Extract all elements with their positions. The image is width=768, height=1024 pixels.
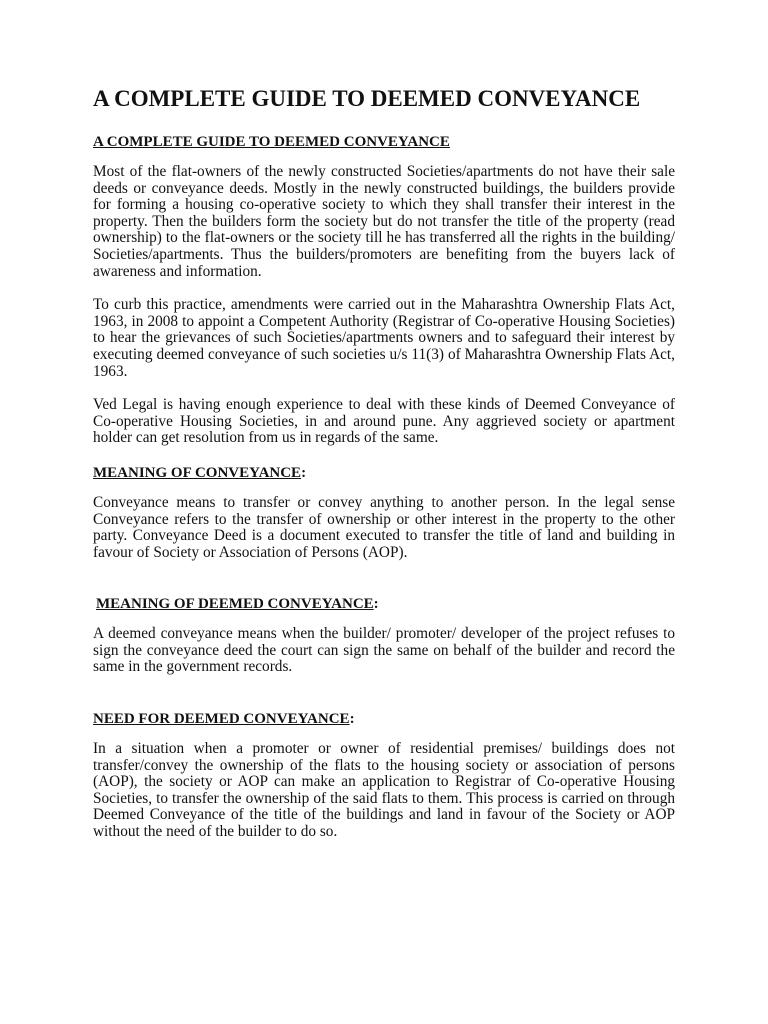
section-heading-text: MEANING OF DEEMED CONVEYANCE <box>96 596 374 613</box>
section-body-conveyance: Conveyance means to transfer or convey anything to another person. In the legal sense Conveyance refers to the transfer of ownership or other interest in the property to the other party. Conveyance Deed is a document executed to transfer the title of land and building in favour of Society or Association of Persons (AOP). <box>93 493 675 561</box>
section-heading-colon: : <box>301 464 307 481</box>
section-heading-colon: : <box>373 596 379 613</box>
intro-paragraph-2: To curb this practice, amendments were carried out in the Maharashtra Ownership Flats Act, 1963, in 2008 to appoint a Competent Authority (Registrar of Co-operative Housing Societies) to hear the grievances of such Societies/apartments owners and to safeguard their interest by executing deemed conveyance of such societies u/s 11(3) of Maharashtra Ownership Flats Act, 1963. <box>93 296 675 380</box>
intro-paragraph-1: Most of the flat-owners of the newly constructed Societies/apartments do not have their sale deeds or conveyance deeds. Mostly in the newly constructed buildings, the builders provide for forming a housing co-operative society to which they shall transfer their interest in the property. Then the builders form the society but do not transfer the title of the property (read ownership) to the flat-owners or the society till he has transferred all the rights in the building/ Societies/apartments. Thus the builders/promoters are benefiting from the buyers lack of awareness and information. <box>93 163 675 280</box>
document-subtitle <box>93 133 675 151</box>
section-heading-text: MEANING OF CONVEYANCE <box>93 464 302 481</box>
section-heading-conveyance <box>93 464 675 482</box>
document-subtitle-text: A COMPLETE GUIDE TO DEEMED CONVEYANCE <box>93 134 450 150</box>
intro-paragraph-3: Ved Legal is having enough experience to deal with these kinds of Deemed Conveyance of Co-operative Housing Societies, in and around pune. Any aggrieved society or apartment holder can get resolution from us in regards of the same. <box>93 396 675 447</box>
section-body-deemed-conveyance: A deemed conveyance means when the builder/ promoter/ developer of the project refuses to sign the conveyance deed the court can sign the same on behalf of the builder and record the same in the government records. <box>93 625 675 676</box>
document-page <box>93 84 675 841</box>
document-title: A COMPLETE GUIDE TO DEEMED CONVEYANCE <box>93 86 641 111</box>
section-heading-deemed-conveyance <box>93 595 675 613</box>
section-heading-colon: : <box>349 711 355 728</box>
section-body-need: In a situation when a promoter or owner of residential premises/ buildings does not transfer/convey the ownership of the flats to the housing society or association of persons (AOP), the society or AOP can make an application to Registrar of Co-operative Housing Societies, to transfer the ownership of the said flats to them. This process is carried on through Deemed Conveyance of the title of the buildings and land in favour of the Society or AOP without the need of the builder to do so. <box>93 740 675 841</box>
section-heading-need <box>93 710 675 728</box>
section-heading-text: NEED FOR DEEMED CONVEYANCE <box>93 711 350 728</box>
